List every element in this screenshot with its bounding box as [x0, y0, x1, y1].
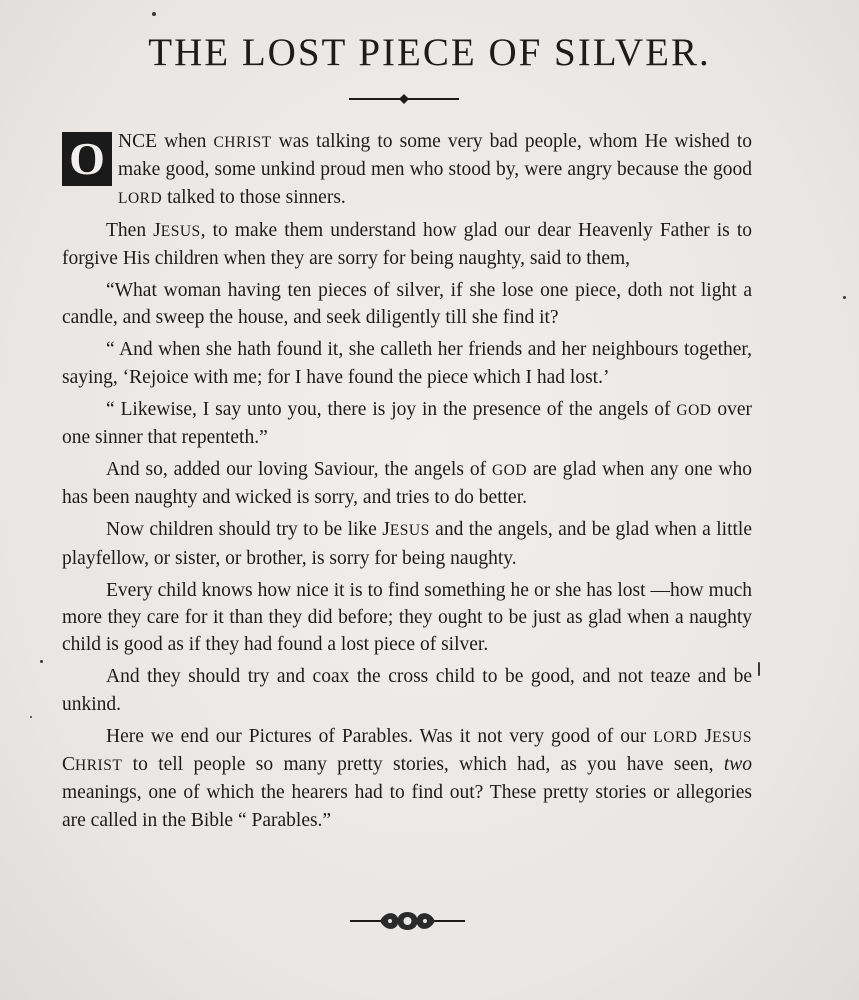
small-caps-word: HRIST [75, 757, 123, 775]
paragraph [62, 128, 752, 212]
text-run: “ Likewise, I say unto you, there is joy in the presence of the angels of [106, 398, 677, 420]
small-caps-word: CHRIST [213, 134, 272, 151]
title-rule-ornament [349, 92, 459, 106]
paragraph [62, 516, 752, 572]
tailpiece-ornament [350, 906, 465, 936]
text-run: meanings, one of which the hearers had to find out? These pretty stories or allegories are called in the Bible “ Parables.” [62, 782, 752, 831]
small-caps-word: LORD [118, 189, 163, 207]
small-caps-word: GOD [491, 461, 528, 479]
text-run: was talking to some very bad people, whom He wished to make good, some unkind proud men who stood by, were angry because the good [118, 131, 752, 181]
small-caps-word: GOD [676, 401, 712, 419]
text-run: over one sinner that repenteth.” [62, 398, 752, 449]
text-run: “ And when she hath found it, she calleth her friends and her neighbours together, saying, ‘Rejoice with me; for I have found the piece which I had lost.’ [62, 339, 752, 388]
text-run: are glad when any one who has been naughty and wicked is sorry, and tries to do better. [62, 458, 752, 509]
paragraph [62, 456, 752, 512]
text-run: to tell people so many pretty stories, which had, as you have seen, [122, 754, 724, 776]
italic-word: two [723, 754, 752, 776]
text-run: And so, added our loving Saviour, the angels of [106, 458, 492, 480]
paragraph [62, 217, 752, 273]
small-caps-word: ESUS [160, 222, 201, 240]
paragraph [62, 396, 752, 452]
paragraph [62, 577, 752, 659]
small-caps-word: ESUS [389, 522, 430, 540]
decorated-initial-letter: O [69, 133, 105, 184]
paragraph [62, 663, 752, 718]
text-run: Then J [106, 219, 161, 241]
text-run: , to make them understand how glad our dear Heavenly Father is to forgive His children when they are sorry for being naughty, said to them, [62, 219, 752, 270]
small-caps-word: ESUS [712, 728, 752, 746]
paragraph [62, 336, 752, 391]
text-run: Here we end our Pictures of Parables. Was it not very good of our [106, 725, 654, 747]
small-caps-word: LORD [653, 728, 698, 746]
body-text [62, 128, 752, 839]
paper-speck [758, 662, 760, 676]
text-run: and the angels, and be glad when a little playfellow, or sister, or brother, is sorry for being naughty. [62, 519, 752, 569]
page-title: THE LOST PIECE OF SILVER. [148, 31, 711, 74]
paper-speck [30, 716, 32, 718]
text-run: Every child knows how nice it is to find something he or she has lost —how much more they care for it than they did before; they ought to be just as glad when a naughty child is good as if they had found a lost piece of silver. [62, 579, 752, 656]
text-run: “What woman having ten pieces of silver, if she lose one piece, doth not light a candle, and sweep the house, and seek diligently till she find it? [62, 280, 752, 329]
paragraph [62, 277, 752, 332]
text-run: Now children should try to be like J [106, 519, 390, 541]
text-run: C [62, 754, 76, 776]
text-run: And they should try and coax the cross child to be good, and not teaze and be unkind. [62, 666, 752, 715]
paper-speck [843, 296, 846, 299]
paragraph [62, 723, 752, 835]
text-run: NCE when [118, 131, 214, 152]
text-run: talked to those sinners. [162, 186, 346, 208]
paper-speck [152, 12, 156, 16]
text-run: J [697, 725, 713, 747]
paper-speck [40, 660, 43, 663]
decorated-initial [62, 132, 112, 186]
